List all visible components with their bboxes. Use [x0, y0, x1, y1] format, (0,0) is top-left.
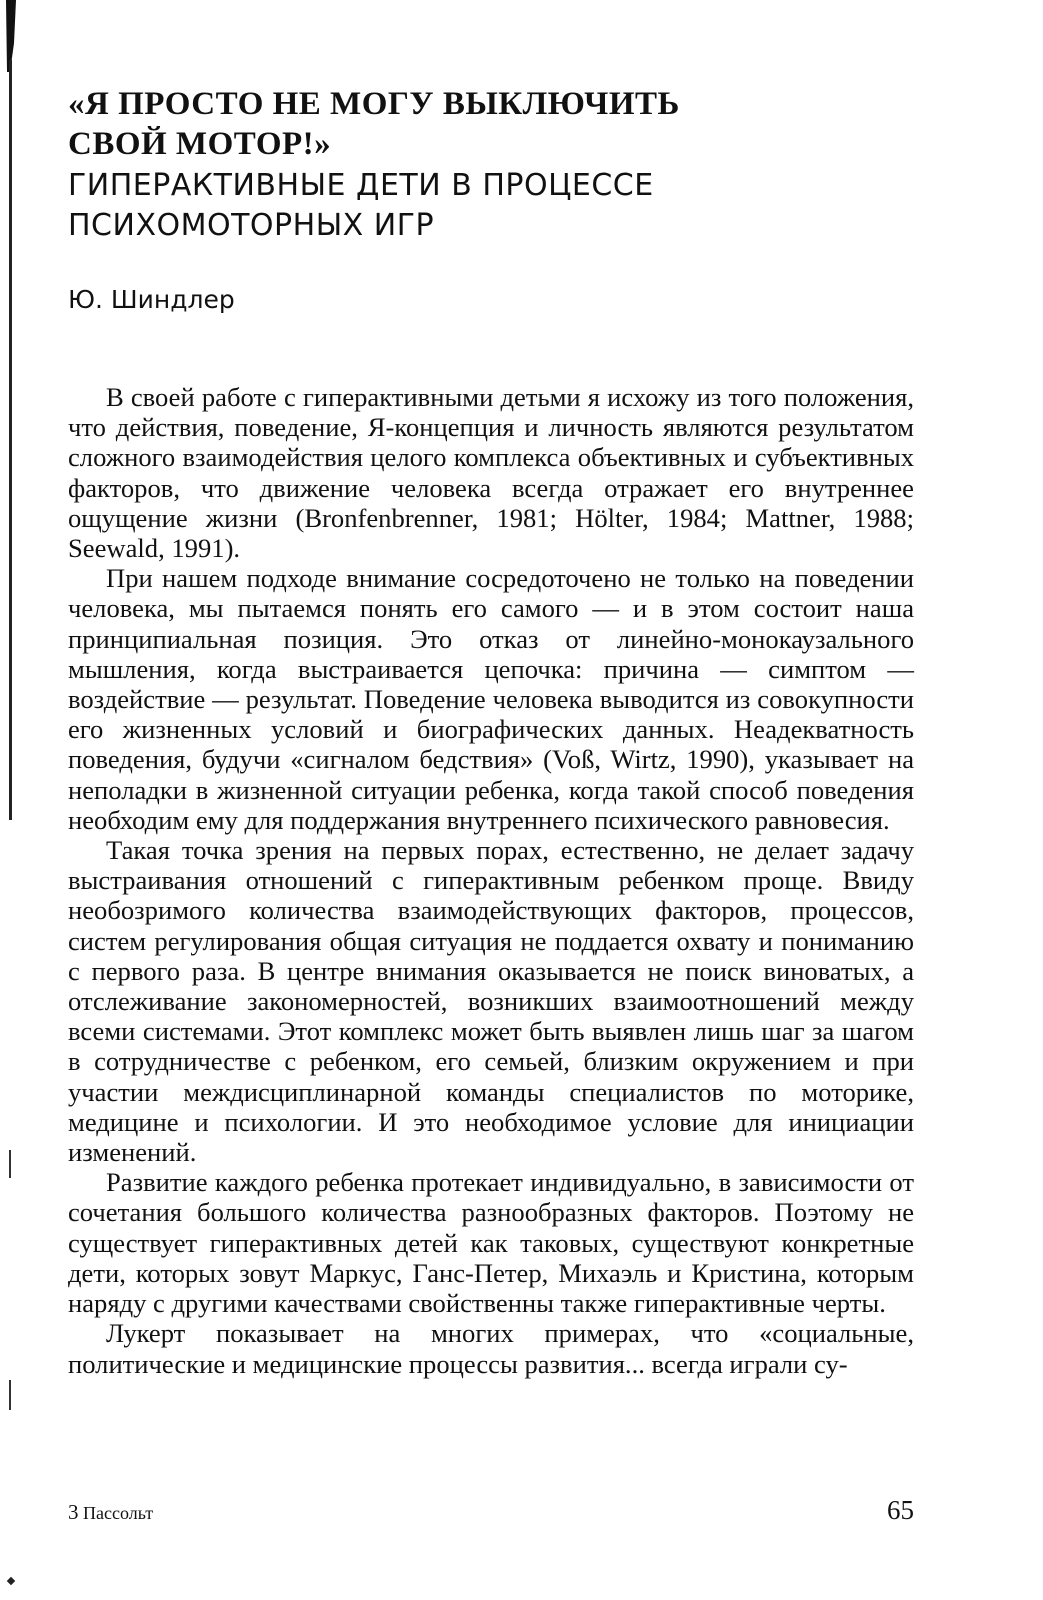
paragraph-2: При нашем подходе внимание сосредоточено не только на поведении человека, мы пытаемся понять его самого — и в этом состоит наша принципиальная позиция. Это отказ от линейно-монокаузального мышления, когда выстраивается цепочка: причина — симптом — воздействие — результат. Поведение человека выводится из совокупности его жизненных условий и биографических данных. Неадекватность поведения, будучи «сигналом бедствия» (Voß, Wirtz, 1990), указывает на неполадки в жизненной ситуации ребенка, когда такой способ поведения необходим ему для поддержания внутреннего психического равновесия.	[68, 563, 914, 835]
article-body	[68, 382, 914, 1379]
subtitle-line-2: ПСИХОМОТОРНЫХ ИГР	[68, 208, 435, 243]
paragraph-1: В своей работе с гиперактивными детьми я исхожу из того положения, что действия, поведение, Я-концепция и личность являются результатом сложного взаимодействия целого комплекса объективных и субъективных факторов, что движение человека всегда отражает его внутреннее ощущение жизни (Bronfenbrenner, 1981; Hölter, 1984; Mattner, 1988; Seewald, 1991).	[68, 382, 914, 564]
signature-number: 3	[68, 1500, 79, 1524]
article-subtitle	[68, 166, 968, 246]
paragraph-3: Такая точка зрения на первых порах, естественно, не делает задачу выстраивания отношений с гиперактивным ребенком проще. Ввиду необозримого количества взаимодействующих факторов, процессов, систем регулирования общая ситуация не поддается охвату и пониманию с первого раза. В центре внимания оказывается не поиск виноватых, а отслеживание закономерностей, возникших взаимоотношений между всеми системами. Этот комплекс может быть выявлен лишь шаг за шагом в сотрудничестве с ребенком, его семьей, близким окружением и при участии междисциплинарной команды специалистов по моторике, медицине и психологии. И это необходимое условие для инициации изменений.	[68, 835, 914, 1168]
paragraph-4: Развитие каждого ребенка протекает индивидуально, в зависимости от сочетания большого количества разнообразных факторов. Поэтому не существует гиперактивных детей как таковых, существуют конкретные дети, которых зовут Маркус, Ганс-Петер, Михаэль и Кристина, которым наряду с другими качествами свойственны также гиперактивные черты.	[68, 1167, 914, 1319]
scan-edge-mark	[9, 1150, 11, 1178]
subtitle-line-1: ГИПЕРАКТИВНЫЕ ДЕТИ В ПРОЦЕССЕ	[68, 168, 654, 203]
author-name: Ю. Шиндлер	[68, 285, 235, 314]
title-line-1: «Я ПРОСТО НЕ МОГУ ВЫКЛЮЧИТЬ	[68, 86, 680, 122]
page-number: 65	[887, 1495, 914, 1525]
printer-signature	[68, 1500, 153, 1525]
scan-edge-mark	[9, 1380, 11, 1410]
signature-name: Пассольт	[83, 1503, 154, 1523]
title-line-2: СВОЙ МОТОР!»	[68, 126, 332, 162]
scan-edge-line	[9, 60, 12, 820]
scan-corner-mark	[7, 1577, 15, 1585]
paragraph-5: Лукерт показывает на многих примерах, что «социальные, политические и медицинские процессы развития... всегда играли су-	[68, 1318, 914, 1379]
article-title	[68, 84, 968, 164]
